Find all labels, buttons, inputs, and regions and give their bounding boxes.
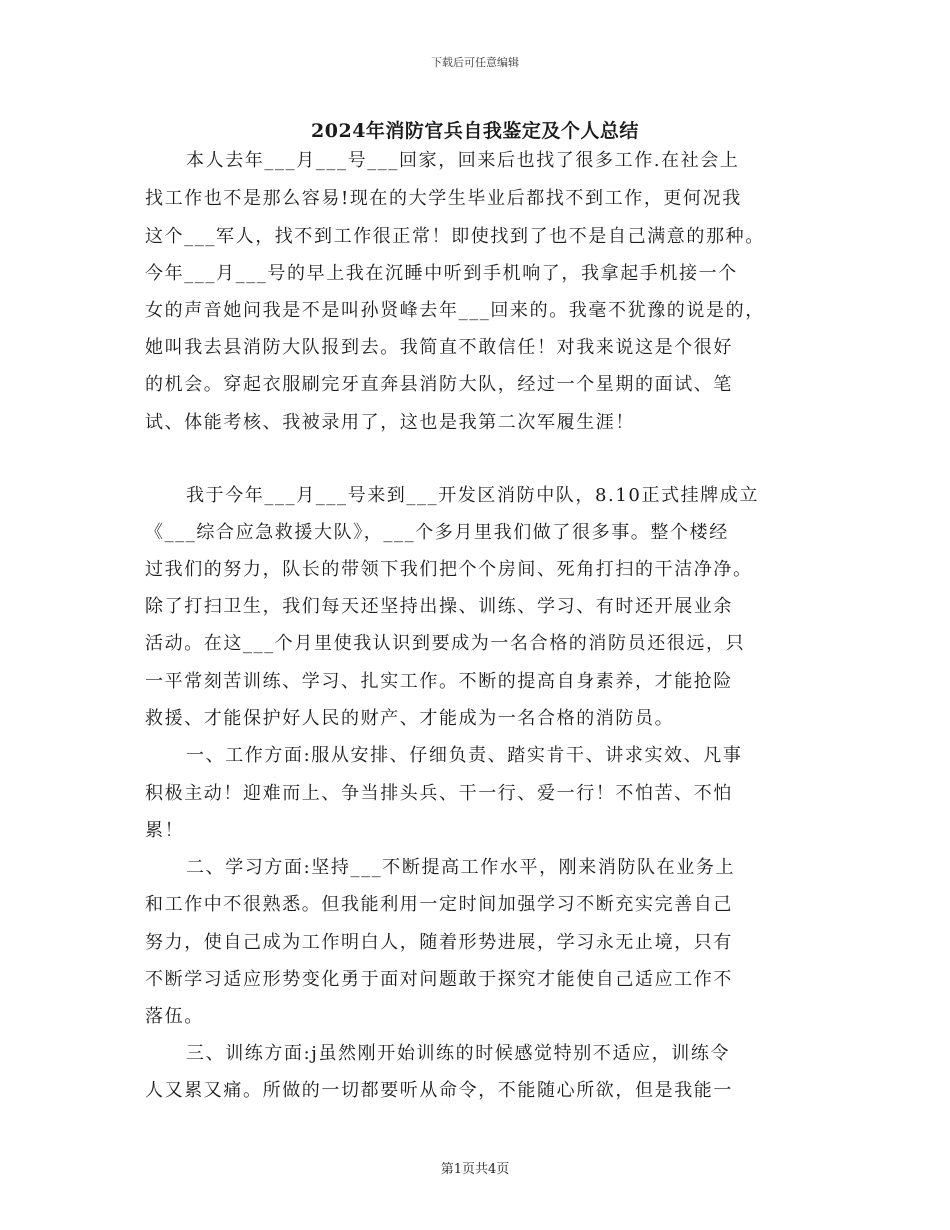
body-line: 她叫我去县消防大队报到去。我简直不敢信任！对我来说这是个很好 <box>145 337 733 358</box>
body-line: 不断学习适应形势变化勇于面对问题敢于探究才能使自己适应工作不 <box>145 969 733 990</box>
body-line: 人又累又痛。所做的一切都要听从命令，不能随心所欲，但是我能一 <box>145 1080 733 1101</box>
body-line: 二、学习方面:坚持___不断提高工作水平，刚来消防队在业务上 <box>186 857 736 878</box>
page-header-note: 下载后可任意编辑 <box>431 56 519 69</box>
body-line: 除了打扫卫生，我们每天还坚持出操、训练、学习、有时还开展业余 <box>145 596 733 617</box>
body-line: 落伍。 <box>145 1006 204 1027</box>
body-line: 三、训练方面:j虽然刚开始训练的时候感觉特别不适应，训练令 <box>186 1043 731 1064</box>
body-line: 一平常刻苦训练、学习、扎实工作。不断的提高自身素养，才能抢险 <box>145 671 733 692</box>
body-line: 找工作也不是那么容易!现在的大学生毕业后都找不到工作，更何况我 <box>145 188 742 209</box>
document-title: 2024年消防官兵自我鉴定及个人总结 <box>311 120 639 142</box>
body-line: 过我们的努力，队长的带领下我们把个个房间、死角打扫的干洁净净。 <box>145 559 753 580</box>
page-footer-number: 第1页共4页 <box>440 1162 510 1177</box>
body-line: 一、工作方面:服从安排、仔细负责、踏实肯干、讲求实效、凡事 <box>186 745 743 766</box>
body-line: 试、体能考核、我被录用了，这也是我第二次军履生涯！ <box>145 412 635 433</box>
body-line: 《___综合应急救援大队》，___个多月里我们做了很多事。整个楼经 <box>145 522 729 543</box>
body-line: 我于今年___月___号来到___开发区消防中队，8.10正式挂牌成立 <box>186 485 760 506</box>
body-line: 活动。在这___个月里使我认识到要成为一名合格的消防员还很远，只 <box>145 633 746 654</box>
body-line: 今年___月___号的早上我在沉睡中听到手机响了，我拿起手机接一个 <box>145 263 738 284</box>
body-line: 积极主动！迎难而上、争当排头兵、干一行、爱一行！不怕苦、不怕 <box>145 783 733 804</box>
body-line: 累！ <box>145 820 185 841</box>
body-line: 这个___军人，找不到工作很正常！即使找到了也不是自己满意的那种。 <box>145 226 765 247</box>
body-line: 努力，使自己成为工作明白人，随着形势进展，学习永无止境，只有 <box>145 932 733 953</box>
body-line: 女的声音她问我是不是叫孙贤峰去年___回来的。我毫不犹豫的说是的， <box>145 300 765 321</box>
body-line: 本人去年___月___号___回家，回来后也找了很多工作.在社会上 <box>186 150 740 171</box>
body-line: 和工作中不很熟悉。但我能利用一定时间加强学习不断充实完善自己 <box>145 894 733 915</box>
body-line: 的机会。穿起衣服刷完牙直奔县消防大队，经过一个星期的面试、笔 <box>145 374 733 395</box>
body-line: 救援、才能保护好人民的财产、才能成为一名合格的消防员。 <box>145 708 675 729</box>
